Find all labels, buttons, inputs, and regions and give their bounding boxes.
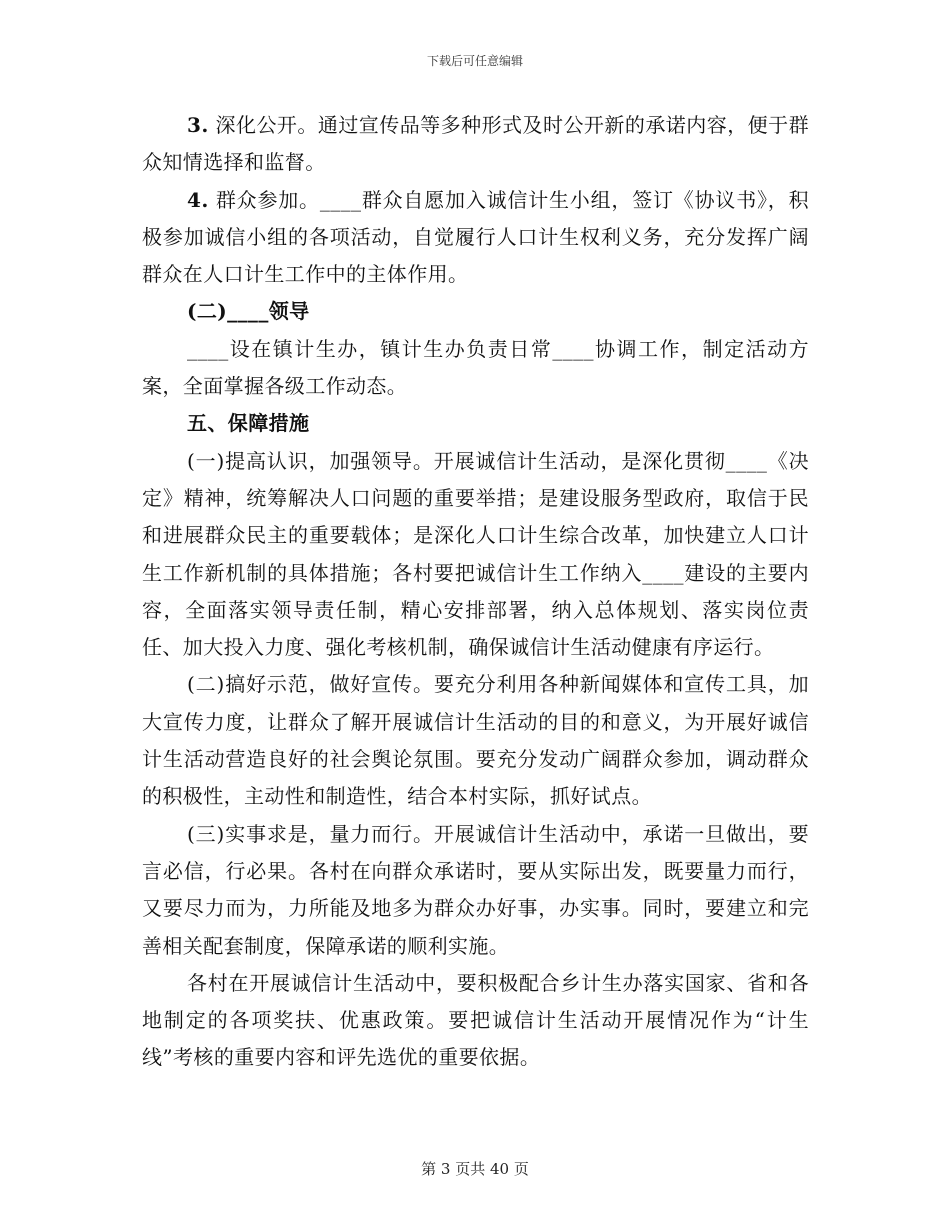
page-footer: 第 3 页共 40 页 — [421, 1160, 529, 1178]
paragraph-text: 深化公开。通过宣传品等多种形式及时公开新的承诺内容，便于群众知情选择和监督。 — [142, 113, 809, 175]
paragraph-leadership: ____设在镇计生办，镇计生办负责日常____协调工作，制定活动方案，全面掌握各级工作动态。 — [142, 336, 809, 399]
paragraph-text: 群众参加。____群众自愿加入诚信计生小组，签订《协议书》，积极参加诚信小组的各项活动，自觉履行人口计生权利义务，充分发挥广阔群众在人口计生工作中的主体作用。 — [142, 187, 809, 287]
page-header: 下载后可任意编辑 — [426, 54, 523, 68]
paragraph-3 — [142, 107, 809, 182]
document-body — [142, 107, 809, 1077]
paragraph-measure-3: (三)实事求是，量力而行。开展诚信计生活动中，承诺一旦做出，要言必信，行必果。各村在向群众承诺时，要从实际出发，既要量力而行，又要尽力而为，力所能及地多为群众办好事，办实事。同时，要建立和完善相关配套制度，保障承诺的顺利实施。 — [142, 821, 809, 958]
paragraph-measure-2: (二)搞好示范，做好宣传。要充分利用各种新闻媒体和宣传工具，加大宣传力度，让群众了解开展诚信计生活动的目的和意义，为开展好诚信计生活动营造良好的社会舆论氛围。要充分发动广阔群众参加，调动群众的积极性，主动性和制造性，结合本村实际，抓好试点。 — [142, 672, 809, 809]
paragraph-closing: 各村在开展诚信计生活动中，要积极配合乡计生办落实国家、省和各地制定的各项奖扶、优惠政策。要把诚信计生活动开展情况作为“计生线”考核的重要内容和评先选优的重要依据。 — [142, 970, 809, 1070]
section-heading-measures: 五、保障措施 — [187, 411, 310, 436]
paragraph-measure-1: (一)提高认识，加强领导。开展诚信计生活动，是深化贯彻____《决定》精神，统筹解决人口问题的重要举措；是建设服务型政府，取信于民和进展群众民主的重要载体；是深化人口计生综合改革，加快建立人口计生工作新机制的具体措施；各村要把诚信计生工作纳入____建设的主要内容，全面落实领导责任制，精心安排部署，纳入总体规划、落实岗位责任、加大投入力度、强化考核机制，确保诚信计生活动健康有序运行。 — [142, 448, 809, 660]
item-number: 4. — [187, 187, 209, 212]
item-number: 3. — [187, 113, 209, 137]
section-heading-leadership: (二)____领导 — [187, 299, 310, 324]
paragraph-4 — [142, 182, 809, 294]
